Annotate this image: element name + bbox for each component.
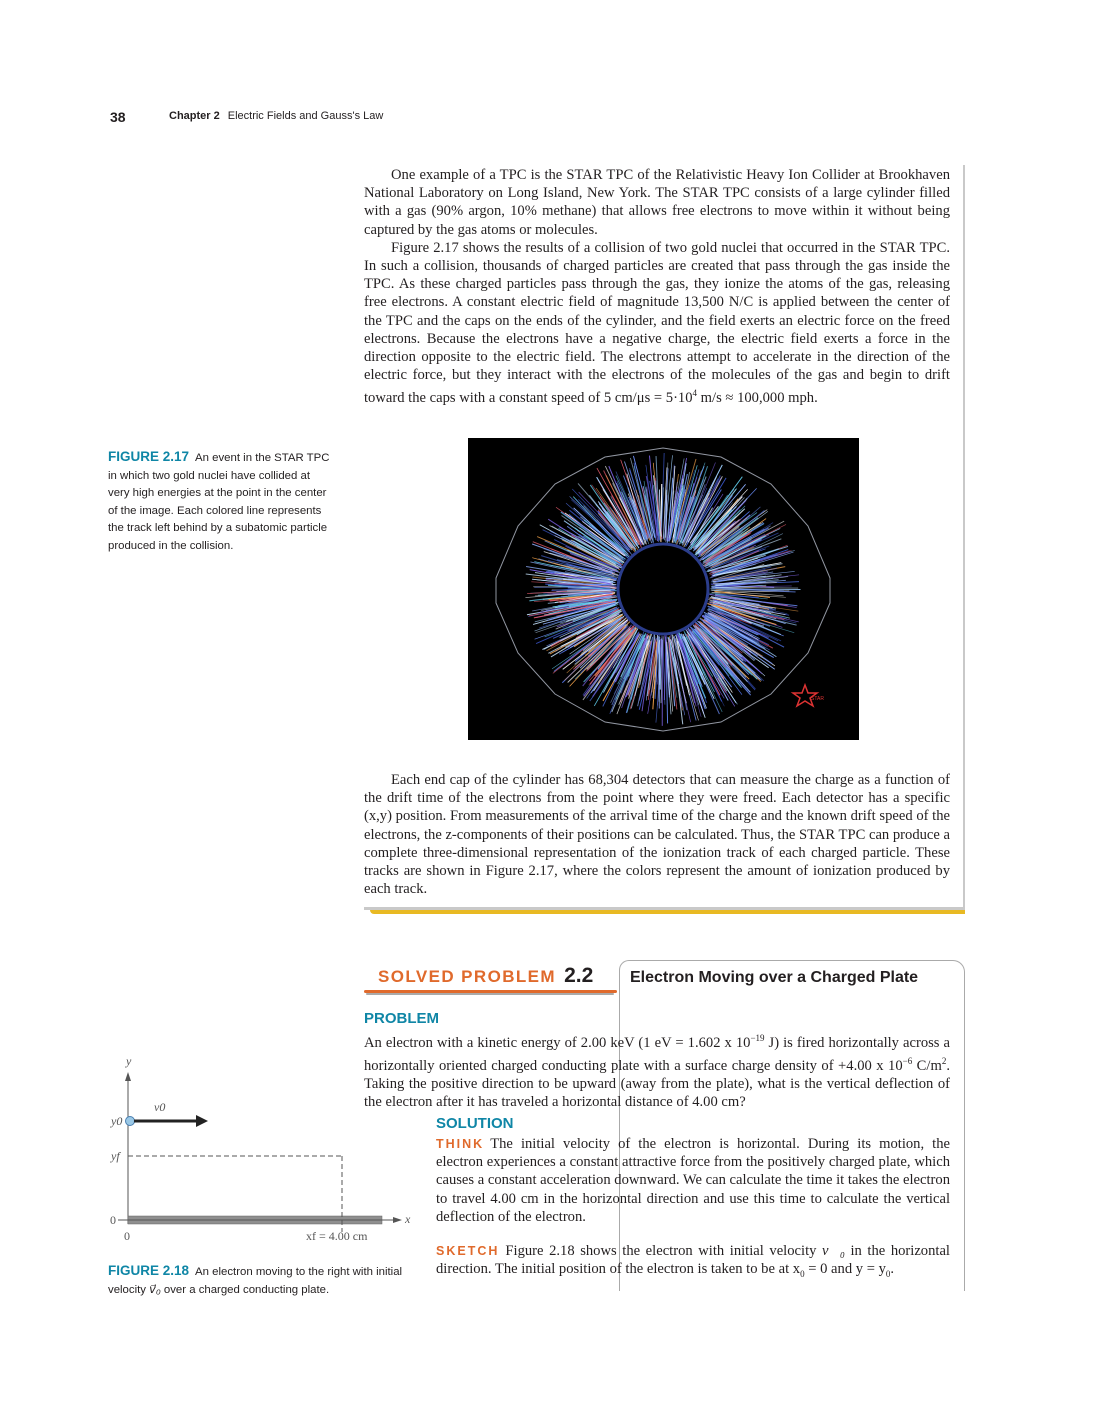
exponent: 2	[941, 1056, 947, 1067]
figure-2-18-diagram	[100, 1050, 420, 1260]
sketch-text-a: Figure 2.18 shows the electron with initial velocity	[505, 1243, 822, 1259]
solved-problem-underline-shadow	[366, 993, 614, 995]
problem-text-b: J) is fired horizontally across a horizontally oriented charged conducting plate with a surface charge density of +4.00 x 10	[364, 1034, 950, 1074]
solved-problem-title: Electron Moving over a Charged Plate	[630, 969, 919, 986]
intro-paragraph-2-text: Figure 2.17 shows the results of a collision of two gold nuclei that occurred in the STAR TPC. In such a collision, thousands of charged particles are created that pass through the gas inside the TPC. As these charged particles pass through the gas, they ionize the atoms of the gas, releasing free electrons. A constant electric field of magnitude 13,500 N/C is applied between the center of the TPC and the caps on the ends of the cylinder, and the field exerts an electric force on the freed electrons. Because the electrons have a negative charge, the electric field exerts a force in the direction opposite to the electric field. The electrons attempt to accelerate in the direction of the electric force, but they interact with the electrons of the molecules of the gas and begin to drift toward the caps with a constant speed of 5 cm/μs = 5·10	[364, 239, 950, 407]
yf-label: yf	[111, 1149, 120, 1163]
problem-text	[364, 1029, 950, 1112]
problem-text-d: . Taking the positive direction to be upward (away from the plate), what is the vertical deflection of the electron after it has traveled a horizontal distance of 4.00 cm?	[364, 1057, 950, 1111]
v0-symbol: v⃗₀	[149, 1283, 161, 1296]
exponent: −6	[902, 1056, 913, 1067]
velocity-arrowhead-icon	[196, 1115, 208, 1127]
think-label: THINK	[436, 1137, 485, 1151]
page-number: 38	[110, 109, 126, 125]
intro-paragraph-1: One example of a TPC is the STAR TPC of the Relativistic Heavy Ion Collider at Brookhaven National Laboratory on Long Island, New York. The STAR TPC consists of a large cylinder filled with a gas (90% argon, 10% methane) that allows free electrons to move within it without being captured by the gas atoms or molecules.	[364, 167, 950, 238]
sketch-text-c: = 0 and y = y	[804, 1261, 886, 1278]
particle-track	[578, 499, 630, 550]
problem-heading: PROBLEM	[364, 1010, 439, 1027]
chapter-number: Chapter 2	[169, 110, 220, 122]
caption-text-a: An electron moving to the right with initial velocity	[108, 1266, 403, 1296]
subscript: 0	[885, 1269, 891, 1280]
problem-text-a: An electron with a kinetic energy of 2.00 keV (1 eV = 1.602 x 10	[364, 1034, 751, 1051]
electron	[126, 1117, 135, 1126]
intro-text-top	[364, 166, 950, 408]
intro-text-bottom	[364, 771, 950, 898]
chapter-title: Electric Fields and Gauss's Law	[227, 110, 384, 122]
exponent: 4	[692, 388, 698, 399]
star-logo-icon	[793, 685, 824, 706]
star-logo-text: STAR	[811, 696, 824, 702]
box-rule-right	[963, 165, 965, 908]
intro-paragraph-2	[364, 239, 950, 408]
intro-paragraph-3: Each end cap of the cylinder has 68,304 detectors that can measure the charge as a function of the drift time of the electrons from the point where they were freed. Each detector has a specific (x,y) position. From measurements of the arrival time of the charge and the known drift speed of the electrons, the z-components of their positions can be calculated. Thus, the STAR TPC can produce a complete three-dimensional representation of the ionization track of each charged particle. These tracks are shown in Figure 2.17, where the colors represent the amount of ionization produced by each track.	[364, 772, 950, 898]
sketch-text-b: in the horizontal direction. The initial position of the electron is taken to be at x	[436, 1243, 950, 1278]
sketch-label: SKETCH	[436, 1244, 500, 1258]
figure-label: FIGURE 2.18	[108, 1263, 190, 1278]
x-axis-label: x	[405, 1212, 411, 1226]
caption-text: An event in the STAR TPC in which two gold nuclei have collided at very high energies at the point in the center of the image. Each colored line represents the track left behind by a subatomic particle produced in the collision.	[108, 452, 330, 552]
star-tpc-event-image	[468, 438, 859, 740]
problem-paragraph	[364, 1029, 950, 1112]
think-text: The initial velocity of the electron is horizontal. During its motion, the electron experiences a constant attractive force from the positively charged plate, which causes a constant acceleration downward. We can calculate the time it takes the electron to travel 4.00 cm in the horizontal direction and use this time to calculate the vertical deflection of the electron.	[436, 1136, 950, 1225]
solved-problem-label-text: SOLVED PROBLEM	[378, 967, 556, 986]
y-axis-label: y	[126, 1054, 132, 1068]
sketch-text-d: .	[890, 1261, 895, 1278]
figure-label: FIGURE 2.17	[108, 449, 190, 464]
x-origin-label: 0	[124, 1229, 130, 1243]
problem-text-c: C/m	[912, 1057, 942, 1074]
running-head	[169, 110, 383, 122]
exponent: −19	[750, 1033, 765, 1043]
intro-paragraph-2-end: m/s ≈ 100,000 mph.	[697, 390, 818, 407]
solved-problem-number: 2.2	[564, 964, 594, 987]
sketch-step	[436, 1242, 950, 1283]
x-axis-arrow-icon	[393, 1217, 402, 1223]
collision-tracks-graphic	[468, 438, 859, 740]
solution-heading: SOLUTION	[436, 1115, 514, 1132]
y-origin-label: 0	[110, 1213, 116, 1227]
think-step	[436, 1135, 950, 1226]
think-paragraph	[436, 1135, 950, 1226]
y-axis-arrow-icon	[125, 1072, 131, 1081]
xf-label: xf = 4.00 cm	[306, 1229, 368, 1243]
subscript: 0	[800, 1269, 805, 1280]
figure-2-17-caption	[108, 448, 333, 555]
solved-problem-label	[378, 964, 593, 988]
caption-text-b: over a charged conducting plate.	[160, 1283, 330, 1296]
box-accent-bottom	[370, 910, 965, 914]
y0-label: y0	[111, 1114, 123, 1128]
sketch-paragraph	[436, 1242, 950, 1283]
v0-label: v0	[154, 1100, 166, 1114]
v0-symbol: v⃗₀	[822, 1243, 845, 1259]
figure-2-18-caption	[108, 1262, 408, 1299]
